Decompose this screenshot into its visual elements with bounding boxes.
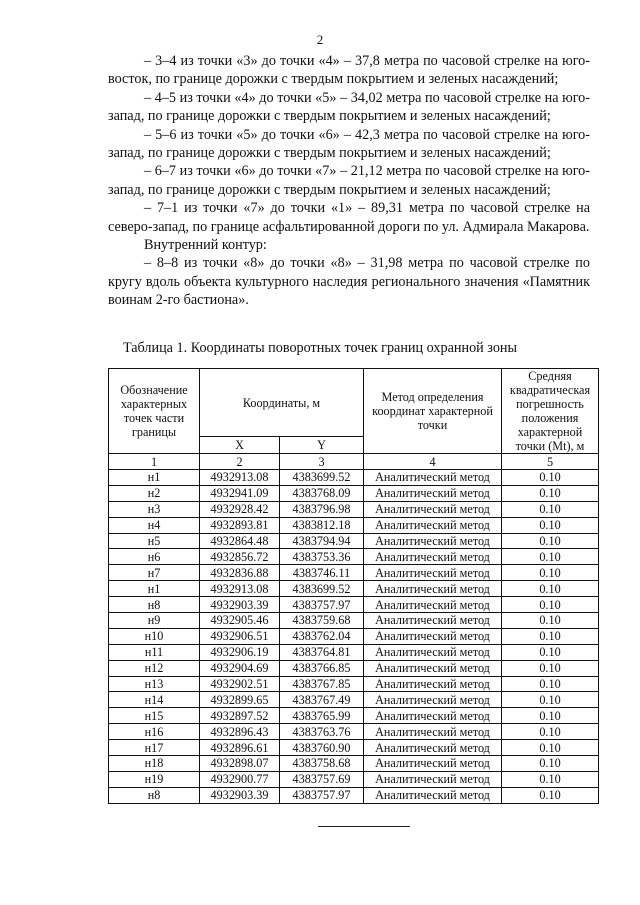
cell-x: 4932906.51 (200, 628, 280, 644)
table-row (109, 565, 599, 581)
cell-point: н14 (109, 692, 200, 708)
header-y: Y (280, 437, 364, 454)
cell-accuracy: 0.10 (502, 724, 599, 740)
table-row (109, 549, 599, 565)
boundary-description (108, 52, 590, 310)
column-number: 2 (200, 454, 280, 470)
cell-point: н8 (109, 597, 200, 613)
header-accuracy: Средняя квадратическая погрешность положения характерной точки (Mt), м (502, 369, 599, 454)
cell-accuracy: 0.10 (502, 501, 599, 517)
header-point-name: Обозначение характерных точек части границы (109, 369, 200, 454)
cell-x: 4932905.46 (200, 613, 280, 629)
cell-point: н13 (109, 676, 200, 692)
column-number-row (109, 454, 599, 470)
cell-y: 4383768.09 (280, 485, 364, 501)
cell-x: 4932913.08 (200, 470, 280, 486)
table-row (109, 708, 599, 724)
cell-method: Аналитический метод (364, 597, 502, 613)
paragraph-segment-3-4: – 3–4 из точки «3» до точки «4» – 37,8 метра по часовой стрелке на юго-восток, по границе дорожки с твердым покрытием и зеленых насаждений; (108, 53, 590, 88)
table-row (109, 517, 599, 533)
footer-divider (318, 826, 410, 827)
cell-accuracy: 0.10 (502, 485, 599, 501)
cell-y: 4383757.97 (280, 787, 364, 803)
cell-method: Аналитический метод (364, 692, 502, 708)
cell-method: Аналитический метод (364, 676, 502, 692)
cell-x: 4932898.07 (200, 756, 280, 772)
table-row (109, 724, 599, 740)
cell-point: н6 (109, 549, 200, 565)
cell-point: н1 (109, 470, 200, 486)
cell-y: 4383764.81 (280, 644, 364, 660)
cell-method: Аналитический метод (364, 724, 502, 740)
table-row (109, 597, 599, 613)
cell-accuracy: 0.10 (502, 740, 599, 756)
cell-x: 4932896.43 (200, 724, 280, 740)
header-method: Метод определения координат характерной точки (364, 369, 502, 454)
cell-method: Аналитический метод (364, 470, 502, 486)
cell-accuracy: 0.10 (502, 597, 599, 613)
paragraph-segment-6-7: – 6–7 из точки «6» до точки «7» – 21,12 метра по часовой стрелке на юго-запад, по границе дорожки с твердым покрытием и зеленых насаждений; (108, 163, 590, 198)
cell-accuracy: 0.10 (502, 692, 599, 708)
table-row (109, 470, 599, 486)
cell-point: н9 (109, 613, 200, 629)
table-row (109, 676, 599, 692)
cell-y: 4383763.76 (280, 724, 364, 740)
cell-point: н2 (109, 485, 200, 501)
cell-y: 4383760.90 (280, 740, 364, 756)
table-body (109, 470, 599, 804)
cell-method: Аналитический метод (364, 771, 502, 787)
cell-y: 4383757.97 (280, 597, 364, 613)
cell-method: Аналитический метод (364, 756, 502, 772)
cell-accuracy: 0.10 (502, 470, 599, 486)
table-header (109, 369, 599, 470)
cell-x: 4932900.77 (200, 771, 280, 787)
table-row (109, 787, 599, 803)
cell-accuracy: 0.10 (502, 756, 599, 772)
cell-y: 4383699.52 (280, 470, 364, 486)
column-number: 1 (109, 454, 200, 470)
paragraph-segment-7-1: – 7–1 из точки «7» до точки «1» – 89,31 метра по часовой стрелке на северо-запад, по границе асфальтированной дороги по ул. Адмирала Макарова. (108, 200, 590, 235)
cell-x: 4932903.39 (200, 787, 280, 803)
table-row (109, 613, 599, 629)
table-row (109, 485, 599, 501)
cell-method: Аналитический метод (364, 517, 502, 533)
inner-contour-heading: Внутренний контур: (144, 237, 267, 254)
cell-point: н4 (109, 517, 200, 533)
column-number: 5 (502, 454, 599, 470)
cell-x: 4932893.81 (200, 517, 280, 533)
table-row (109, 740, 599, 756)
cell-y: 4383746.11 (280, 565, 364, 581)
cell-point: н18 (109, 756, 200, 772)
column-number: 3 (280, 454, 364, 470)
cell-method: Аналитический метод (364, 485, 502, 501)
cell-y: 4383762.04 (280, 628, 364, 644)
table-row (109, 644, 599, 660)
cell-y: 4383812.18 (280, 517, 364, 533)
paragraph-segment-4-5: – 4–5 из точки «4» до точки «5» – 34,02 метра по часовой стрелке на юго-запад, по границе дорожки с твердым покрытием и зеленых насаждений; (108, 89, 590, 125)
cell-method: Аналитический метод (364, 740, 502, 756)
page-number: 2 (316, 32, 324, 47)
column-number: 4 (364, 454, 502, 470)
cell-accuracy: 0.10 (502, 565, 599, 581)
cell-point: н1 (109, 581, 200, 597)
cell-point: н16 (109, 724, 200, 740)
cell-accuracy: 0.10 (502, 628, 599, 644)
cell-y: 4383758.68 (280, 756, 364, 772)
cell-y: 4383699.52 (280, 581, 364, 597)
cell-method: Аналитический метод (364, 581, 502, 597)
paragraph-segment-5-6: – 5–6 из точки «5» до точки «6» – 42,3 метра по часовой стрелке на юго-запад, по границе дорожки с твердым покрытием и зеленых насаждений; (108, 126, 590, 162)
cell-point: н15 (109, 708, 200, 724)
table-row (109, 756, 599, 772)
cell-method: Аналитический метод (364, 501, 502, 517)
cell-x: 4932864.48 (200, 533, 280, 549)
cell-accuracy: 0.10 (502, 771, 599, 787)
cell-method: Аналитический метод (364, 708, 502, 724)
cell-method: Аналитический метод (364, 660, 502, 676)
cell-x: 4932904.69 (200, 660, 280, 676)
header-coordinates: Координаты, м (200, 369, 364, 437)
cell-point: н11 (109, 644, 200, 660)
cell-point: н7 (109, 565, 200, 581)
table-row (109, 533, 599, 549)
cell-point: н5 (109, 533, 200, 549)
cell-x: 4932896.61 (200, 740, 280, 756)
cell-x: 4932903.39 (200, 597, 280, 613)
table-row (109, 692, 599, 708)
cell-method: Аналитический метод (364, 613, 502, 629)
cell-x: 4932902.51 (200, 676, 280, 692)
cell-x: 4932856.72 (200, 549, 280, 565)
cell-method: Аналитический метод (364, 549, 502, 565)
cell-x: 4932928.42 (200, 501, 280, 517)
cell-accuracy: 0.10 (502, 676, 599, 692)
table-row (109, 660, 599, 676)
cell-y: 4383757.69 (280, 771, 364, 787)
cell-x: 4932836.88 (200, 565, 280, 581)
cell-accuracy: 0.10 (502, 533, 599, 549)
cell-method: Аналитический метод (364, 628, 502, 644)
cell-accuracy: 0.10 (502, 644, 599, 660)
cell-method: Аналитический метод (364, 787, 502, 803)
cell-x: 4932899.65 (200, 692, 280, 708)
cell-y: 4383767.85 (280, 676, 364, 692)
cell-y: 4383796.98 (280, 501, 364, 517)
cell-y: 4383753.36 (280, 549, 364, 565)
cell-x: 4932913.08 (200, 581, 280, 597)
cell-point: н12 (109, 660, 200, 676)
cell-point: н17 (109, 740, 200, 756)
cell-point: н8 (109, 787, 200, 803)
cell-x: 4932906.19 (200, 644, 280, 660)
cell-point: н10 (109, 628, 200, 644)
table-row (109, 771, 599, 787)
table-row (109, 501, 599, 517)
cell-y: 4383767.49 (280, 692, 364, 708)
cell-point: н19 (109, 771, 200, 787)
cell-y: 4383794.94 (280, 533, 364, 549)
cell-y: 4383759.68 (280, 613, 364, 629)
cell-method: Аналитический метод (364, 533, 502, 549)
cell-accuracy: 0.10 (502, 581, 599, 597)
header-x: X (200, 437, 280, 454)
cell-method: Аналитический метод (364, 565, 502, 581)
table-row (109, 581, 599, 597)
paragraph-segment-8-8: – 8–8 из точки «8» до точки «8» – 31,98 метра по часовой стрелке по кругу вдоль объекта культурного наследия регионального значения «Памятник воинам 2-го бастиона». (108, 255, 590, 309)
cell-accuracy: 0.10 (502, 549, 599, 565)
cell-y: 4383766.85 (280, 660, 364, 676)
cell-accuracy: 0.10 (502, 517, 599, 533)
cell-y: 4383765.99 (280, 708, 364, 724)
cell-accuracy: 0.10 (502, 708, 599, 724)
cell-point: н3 (109, 501, 200, 517)
coordinates-table (108, 368, 599, 804)
table-title: Таблица 1. Координаты поворотных точек границ охранной зоны (122, 340, 518, 356)
cell-x: 4932897.52 (200, 708, 280, 724)
cell-method: Аналитический метод (364, 644, 502, 660)
cell-x: 4932941.09 (200, 485, 280, 501)
cell-accuracy: 0.10 (502, 613, 599, 629)
cell-accuracy: 0.10 (502, 660, 599, 676)
table-row (109, 628, 599, 644)
cell-accuracy: 0.10 (502, 787, 599, 803)
